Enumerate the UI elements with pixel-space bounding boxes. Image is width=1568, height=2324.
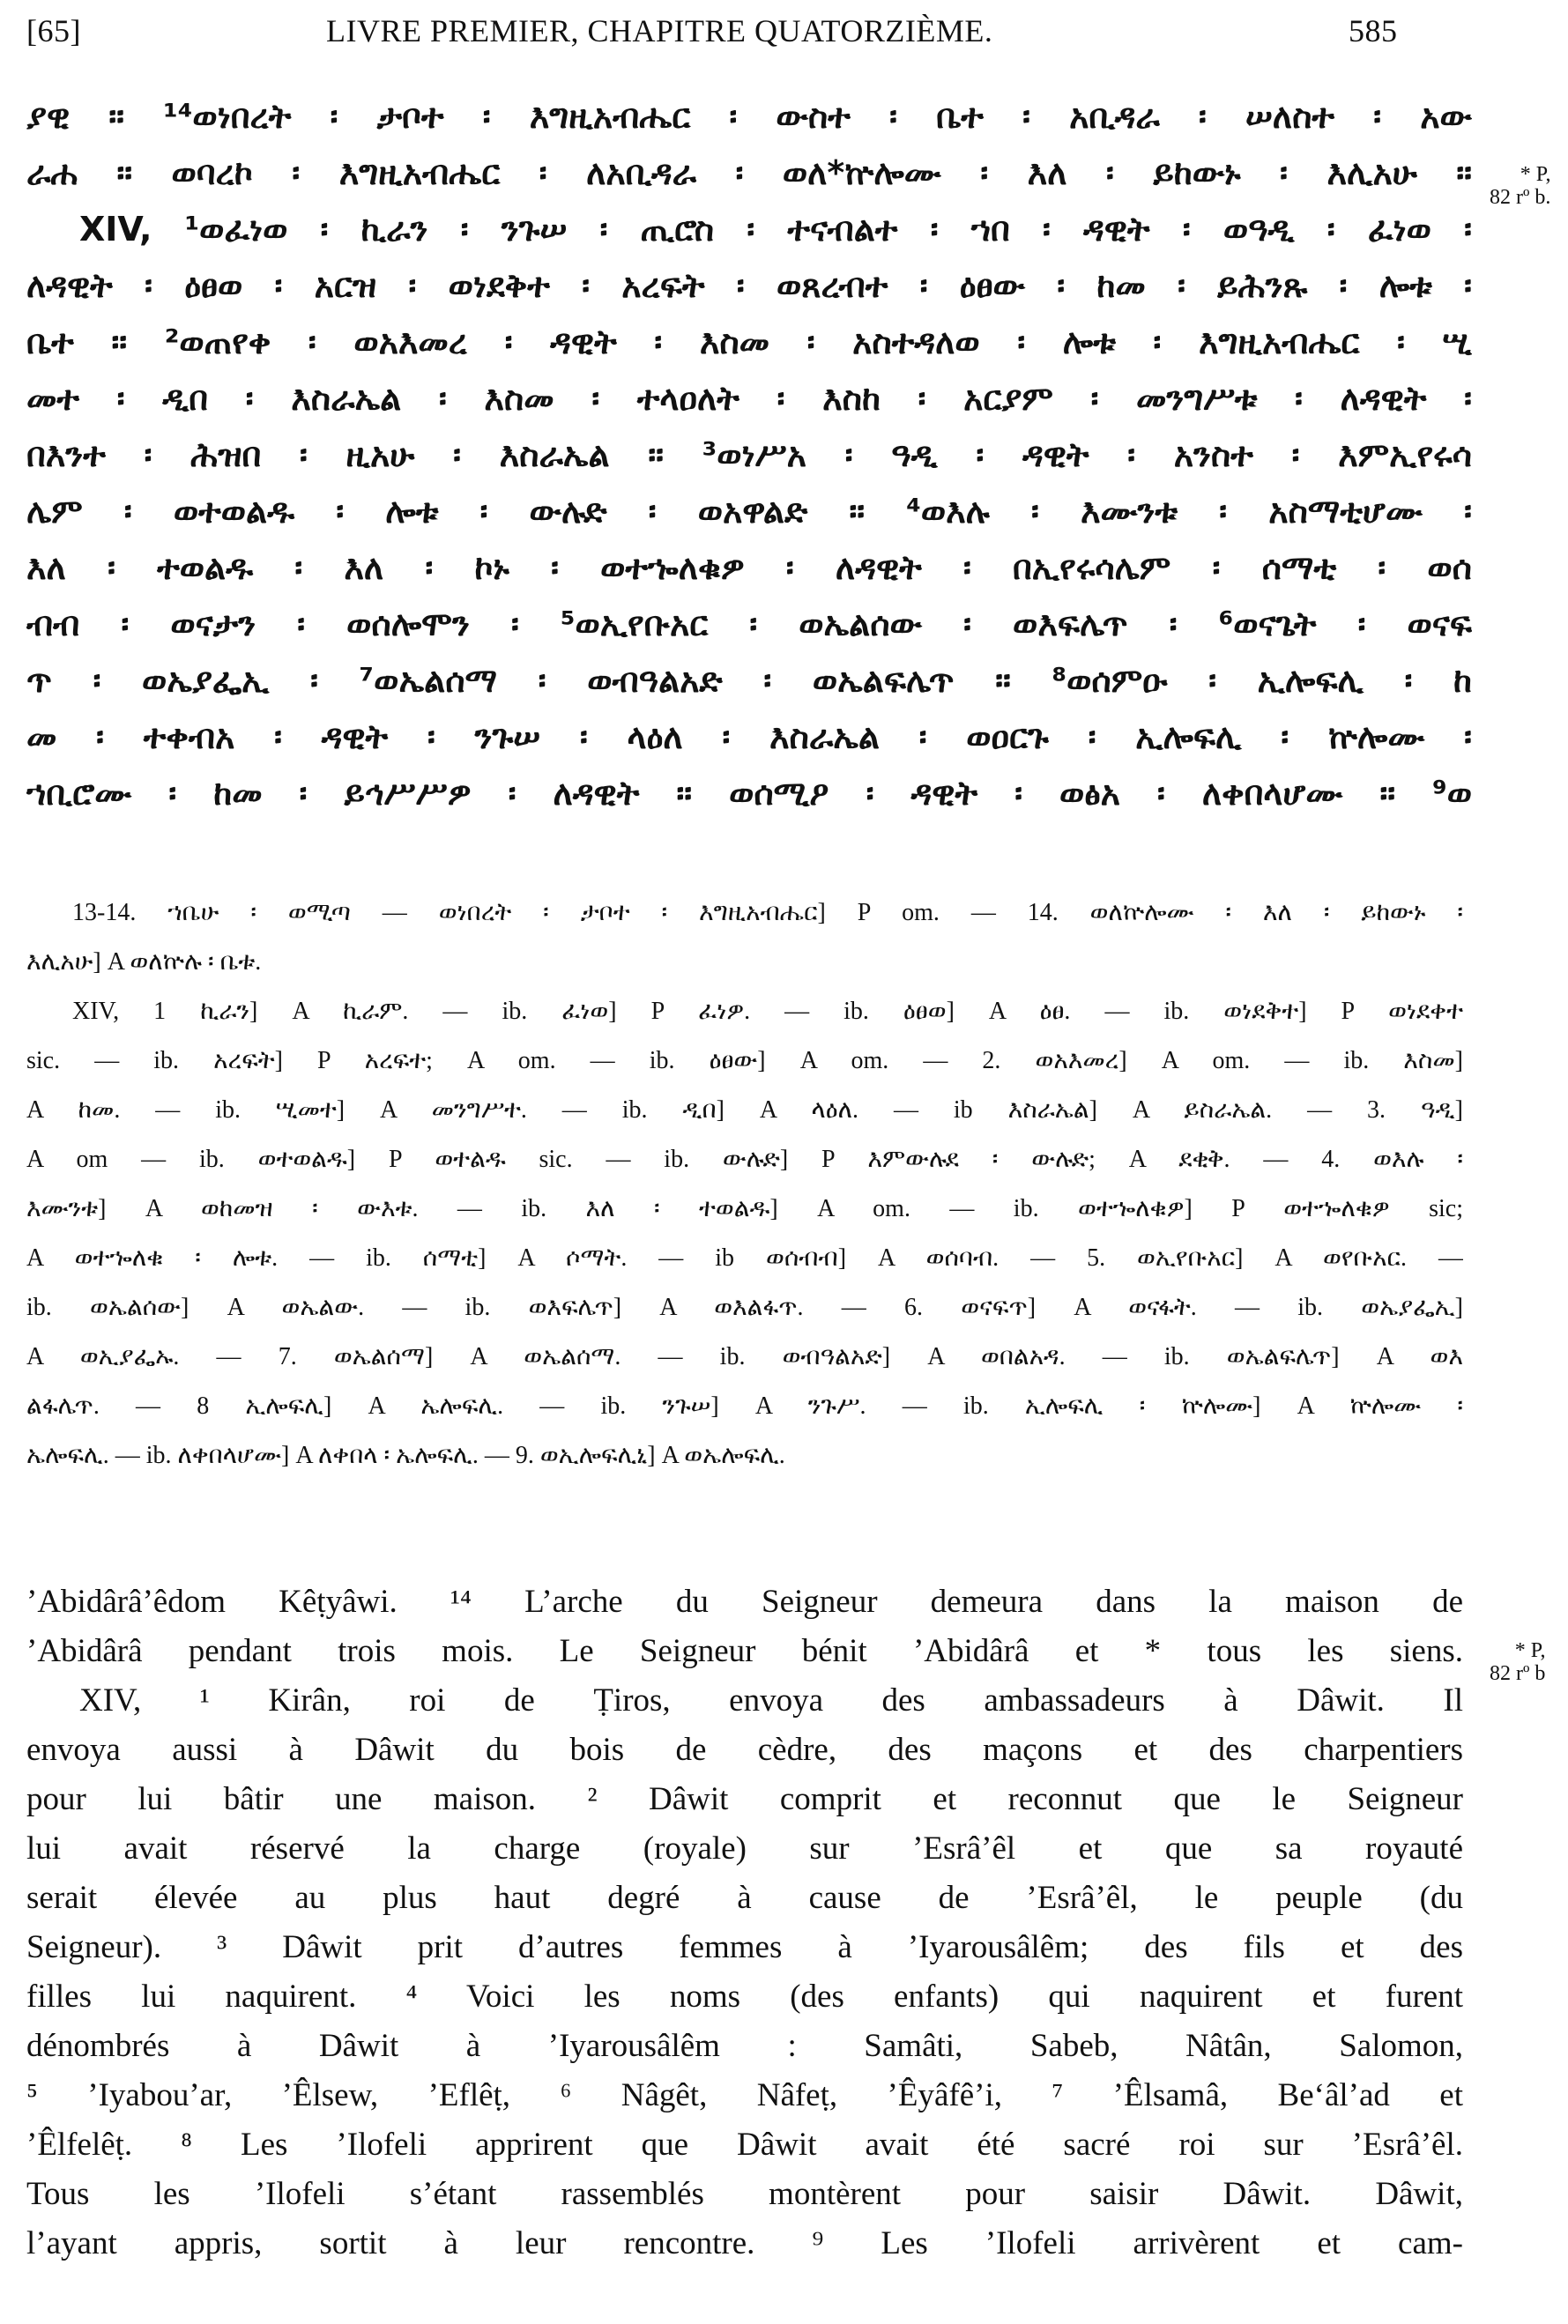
translation-line: lui avait réservé la charge (royale) sur ’Esrâ’êl et que sa royauté xyxy=(26,1830,1463,1867)
translation-line: Tous les ’Ilofeli s’étant rassemblés montèrent pour saisir Dâwit. Dâwit, xyxy=(26,2176,1463,2212)
geez-line: ጥ ፡ ወኤያፌኢ ፡ ⁷ወኤልሰማ ፡ ወብዓልአድ ፡ ወኤልፍሌጥ ። ⁸ወሰምዑ ፡ ኢሎፍሊ ፡ ከ xyxy=(26,661,1472,700)
margin-note-geez xyxy=(1490,163,1550,209)
translation-line: ’Abidârâ’êdom Kêṭyâwi. ¹⁴ L’arche du Seigneur demeura dans la maison de xyxy=(26,1584,1463,1620)
translation-line: ⁵ ’Iyabou’ar, ’Êlsew, ’Eflêṭ, ⁶ Nâgêt, Nâfeṭ, ’Êyâfê’i, ⁷ ’Êlsamâ, Be‘âl’ad et xyxy=(26,2077,1463,2113)
apparatus-line: ib. ወኤልሰው] A ወኤልው. — ib. ወእፍሌጥ] A ወእልፋጥ. — 6. ወናፍጥ] A ወናፋት. — ib. ወኤያፌኢ] xyxy=(26,1294,1463,1321)
geez-line: ራሐ ። ወባረኮ ፡ እግዚአብሔር ፡ ለአቢዳራ ፡ ወለ*ኵሎሙ ፡ እለ ፡ ይከውኑ ፡ እሊአሁ ። xyxy=(26,153,1472,192)
geez-line: ብብ ፡ ወናታን ፡ ወሰሎሞን ፡ ⁵ወኢየቡአር ፡ ወኤልሰው ፡ ወእፍሌጥ ፡ ⁶ወናጌት ፡ ወናፍ xyxy=(26,605,1472,643)
apparatus-line: XIV, 1 ኪራን] A ኪራም. — ib. ፈነወ] P ፈነዎ. — ib. ዕፀወ] A ዕፀ. — ib. ወነደቅተ] P ወነደቀተ xyxy=(72,998,1463,1025)
geez-text-block xyxy=(26,88,1472,821)
apparatus-line: ኤሎፍሊ. — ib. ለቀበላሆሙ] A ለቀበላ ፡ ኤሎፍሊ. — 9. ወኢሎፍሊኒ] A ወኤሎፍሊ. xyxy=(26,1442,785,1469)
apparatus-line: እሊአሁ] A ወለኵሉ ፡ ቤቱ. xyxy=(26,948,262,976)
folio-reference: [65] xyxy=(26,13,81,48)
margin-note-folio: 82 rº b. xyxy=(1490,186,1551,209)
apparatus-line: A ወተኈለቁ ፡ ሎቱ. — ib. ሰማቲ] A ሶማት. — ib ወሰብብ] A ወሰባብ. — 5. ወኢየቡአር] A ወየቡአር. — xyxy=(26,1244,1463,1272)
margin-note-siglum: * P, xyxy=(1514,1639,1546,1662)
translation-line: dénombrés à Dâwit à ’Iyarousâlêm : Samâti, Sabeb, Nâtân, Salomon, xyxy=(26,2028,1463,2064)
translation-line: pour lui bâtir une maison. ² Dâwit comprit et reconnut que le Seigneur xyxy=(26,1781,1463,1817)
translation-line: XIV, ¹ Kirân, roi de Ṭiros, envoya des ambassadeurs à Dâwit. Il xyxy=(79,1682,1463,1719)
page-number: 585 xyxy=(1349,13,1398,48)
geez-line: ለዳዊት ፡ ዕፀወ ፡ አርዝ ፡ ወነደቅተ ፡ አረፍት ፡ ወጸረብተ ፡ ዕፀው ፡ ከመ ፡ ይሕንጹ ፡ ሎቱ ፡ xyxy=(26,266,1472,305)
margin-note-folio: 82 rº b xyxy=(1490,1662,1546,1685)
translation-line: envoya aussi à Dâwit du bois de cèdre, des maçons et des charpentiers xyxy=(26,1732,1463,1768)
translation-line: Seigneur). ³ Dâwit prit d’autres femmes à ’Iyarousâlêm; des fils et des xyxy=(26,1929,1463,1965)
apparatus-line: ልፋሌጥ. — 8 ኢሎፍሊ] A ኤሎፍሊ. — ib. ንጉሠ] A ንጉሥ. — ib. ኢሎፍሊ ፡ ኵሎሙ] A ኵሎሙ ፡ xyxy=(26,1392,1463,1420)
geez-line: ኀቢሮሙ ፡ ከመ ፡ ይኅሥሥዎ ፡ ለዳዊት ። ወሰሚዖ ፡ ዳዊት ፡ ወፅአ ፡ ለቀበላሆሙ ። ⁹ወ xyxy=(26,774,1472,813)
geez-line: መተ ፡ ዲበ ፡ እስራኤል ፡ እስመ ፡ ተላዐለት ፡ እስከ ፡ አርያም ፡ መንግሥቱ ፡ ለዳዊት ፡ xyxy=(26,379,1472,418)
geez-line: ያዊ ። ¹⁴ወነበረት ፡ ታቦተ ፡ እግዚአብሔር ፡ ውስተ ፡ ቤተ ፡ አቢዳራ ፡ ሠለስተ ፡ አው xyxy=(26,97,1472,136)
translation-line: serait élevée au plus haut degré à cause de ’Esrâ’êl, le peuple (du xyxy=(26,1880,1463,1916)
translation-line: ’Êlfelêṭ. ⁸ Les ’Ilofeli apprirent que Dâwit avait été sacré roi sur ’Esrâ’êl. xyxy=(26,2127,1463,2163)
translation-line: l’ayant appris, sortit à leur rencontre. ⁹ Les ’Ilofeli arrivèrent et cam- xyxy=(26,2225,1463,2261)
apparatus-line: A om — ib. ወተወልዱ] P ወተልዱ sic. — ib. ውሉድ] P እምውሉደ ፡ ውሉድ; A ደቂቅ. — 4. ወእሉ ፡ xyxy=(26,1146,1463,1173)
apparatus-line: A ወኢያፌኡ. — 7. ወኤልሰማ] A ወኤልሰማ. — ib. ወብዓልአድ] A ወበልአዳ. — ib. ወኤልፍሌጥ] A ወእ xyxy=(26,1343,1463,1370)
geez-line: XIV, ¹ወፈነወ ፡ ኪራን ፡ ንጉሠ ፡ ጢሮስ ፡ ተናብልተ ፡ ኀበ ፡ ዳዊት ፡ ወዓዲ ፡ ፈነወ ፡ xyxy=(79,210,1472,249)
apparatus-line: 13-14. ኀቤሁ ፡ ወሚጣ — ወነበረት ፡ ታቦተ ፡ እግዚአብሔር] P om. — 14. ወለኵሎሙ ፡ እለ ፡ ይከውኑ ፡ xyxy=(72,899,1463,926)
running-title: LIVRE PREMIER, CHAPITRE QUATORZIÈME. xyxy=(326,13,993,48)
critical-apparatus xyxy=(26,888,1463,1481)
translation-line: filles lui naquirent. ⁴ Voici les noms (des enfants) qui naquirent et furent xyxy=(26,1979,1463,2015)
geez-line: ሌም ፡ ወተወልዱ ፡ ሎቱ ፡ ውሉድ ፡ ወአዋልድ ። ⁴ወእሉ ፡ እሙንቱ ፡ አስማቲሆሙ ፡ xyxy=(26,492,1472,531)
geez-line: መ ፡ ተቀብአ ፡ ዳዊት ፡ ንጉሠ ፡ ላዕለ ፡ እስራኤል ፡ ወዐርጉ ፡ ኢሎፍሊ ፡ ኵሎሙ ፡ xyxy=(26,717,1472,756)
french-translation xyxy=(26,1578,1463,2268)
apparatus-line: sic. — ib. አረፍት] P አረፍተ; A om. — ib. ዕፀው] A om. — 2. ወአእመረ] A om. — ib. እስመ] xyxy=(26,1047,1463,1074)
apparatus-line: A ከመ. — ib. ሢመተ] A መንግሥተ. — ib. ዲበ] A ላዕለ. — ib እስራኤል] A ይስራኤል. — 3. ዓዲ] xyxy=(26,1096,1463,1124)
translation-line: ’Abidârâ pendant trois mois. Le Seigneur bénit ’Abidârâ et * tous les siens. xyxy=(26,1633,1463,1669)
geez-line: ቤተ ። ²ወጠየቀ ፡ ወአእመረ ፡ ዳዊት ፡ እስመ ፡ አስተዳለወ ፡ ሎቱ ፡ እግዚአብሔር ፡ ሢ xyxy=(26,323,1472,361)
margin-note-french xyxy=(1490,1639,1545,1685)
margin-note-siglum: * P, xyxy=(1520,163,1551,186)
page-header xyxy=(26,7,1472,60)
apparatus-line: እሙንቱ] A ወከመዝ ፡ ውእቱ. — ib. እለ ፡ ተወልዱ] A om. — ib. ወተኈለቁዎ] P ወተኈለቁዎ sic; xyxy=(26,1195,1463,1222)
geez-line: በእንተ ፡ ሕዝበ ፡ ዚአሁ ፡ እስራኤል ። ³ወነሥአ ፡ ዓዲ ፡ ዳዊት ፡ አንስተ ፡ እምኢየሩሳ xyxy=(26,435,1472,474)
geez-line: እለ ፡ ተወልዱ ፡ እለ ፡ ኮኑ ፡ ወተኈለቁዎ ፡ ለዳዊት ፡ በኢየሩሳሌም ፡ ሰማቲ ፡ ወሰ xyxy=(26,548,1472,587)
